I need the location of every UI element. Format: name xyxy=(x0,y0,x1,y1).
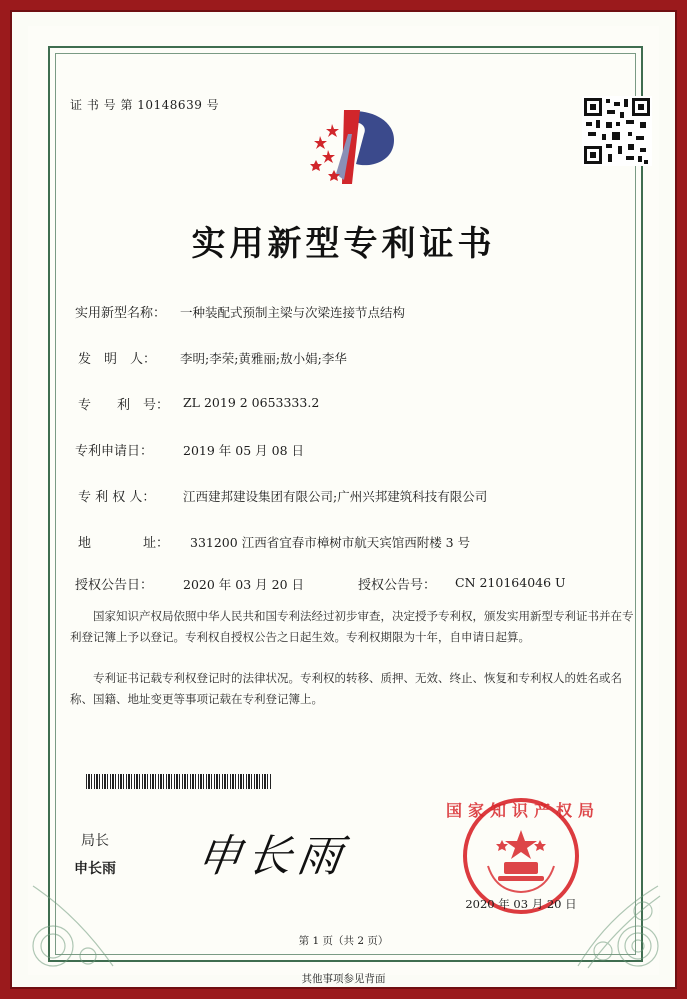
name-label: 实用新型名称： xyxy=(75,306,167,321)
grant-number-label: 授权公告号： xyxy=(358,578,437,593)
patentee-label: 专 利 权 人： xyxy=(78,490,156,505)
inventors-value: 李明;李荣;黄雅丽;敖小娟;李华 xyxy=(180,351,347,366)
inventors-label: 发 明 人： xyxy=(78,352,157,367)
name-value: 一种装配式预制主梁与次梁连接节点结构 xyxy=(180,305,406,320)
grant-date-value: 2020 年 03 月 20 日 xyxy=(183,577,304,592)
filing-date-value: 2019 年 05 月 08 日 xyxy=(183,443,304,458)
address-value: 331200 江西省宜春市樟树市航天宾馆西附楼 3 号 xyxy=(190,535,471,550)
address-label: 地 址： xyxy=(78,536,170,551)
certificate-page xyxy=(28,26,659,975)
statement-paragraph-2: 专利证书记载专利权登记时的法律状况。专利权的转移、质押、无效、终止、恢复和专利权人的姓名或名称、国籍、地址变更等事项记载在专利登记簿上。 xyxy=(70,671,622,706)
cnipa-logo-icon xyxy=(306,104,401,194)
certificate-title: 实用新型专利证书 xyxy=(191,224,496,264)
corner-ornament-icon xyxy=(28,876,123,971)
statement-paragraph-1: 国家知识产权局依照中华人民共和国专利法经过初步审查，决定授予专利权，颁发实用新型专利证书并在专利登记簿上予以登记。专利权自授权公告之日起生效。专利权期限为十年，自申请日起算。 xyxy=(70,609,634,644)
patent-number-label: 专 利 号： xyxy=(78,398,170,413)
director-signature: 申长雨 xyxy=(193,831,351,882)
page-info: 第 1 页（共 2 页） xyxy=(298,935,389,947)
grant-number-value: CN 210164046 U xyxy=(455,575,566,590)
patent-number-value: ZL 2019 2 0653333.2 xyxy=(183,395,320,410)
patentee-value: 江西建邦建设集团有限公司;广州兴邦建筑科技有限公司 xyxy=(183,489,488,504)
footer-note: 其他事项参见背面 xyxy=(301,973,386,985)
barcode xyxy=(86,774,271,789)
filing-date-label: 专利申请日： xyxy=(75,444,154,459)
certificate-number: 证 书 号 第 10148639 号 xyxy=(70,98,220,112)
seal-text: 国家知识产权局 xyxy=(446,801,601,820)
director-title: 局长 xyxy=(81,833,109,849)
qr-code-icon xyxy=(582,96,652,166)
director-name: 申长雨 xyxy=(74,861,116,877)
seal-date: 2020 年 03 月 20 日 xyxy=(465,897,577,911)
grant-date-label: 授权公告日： xyxy=(75,578,154,593)
